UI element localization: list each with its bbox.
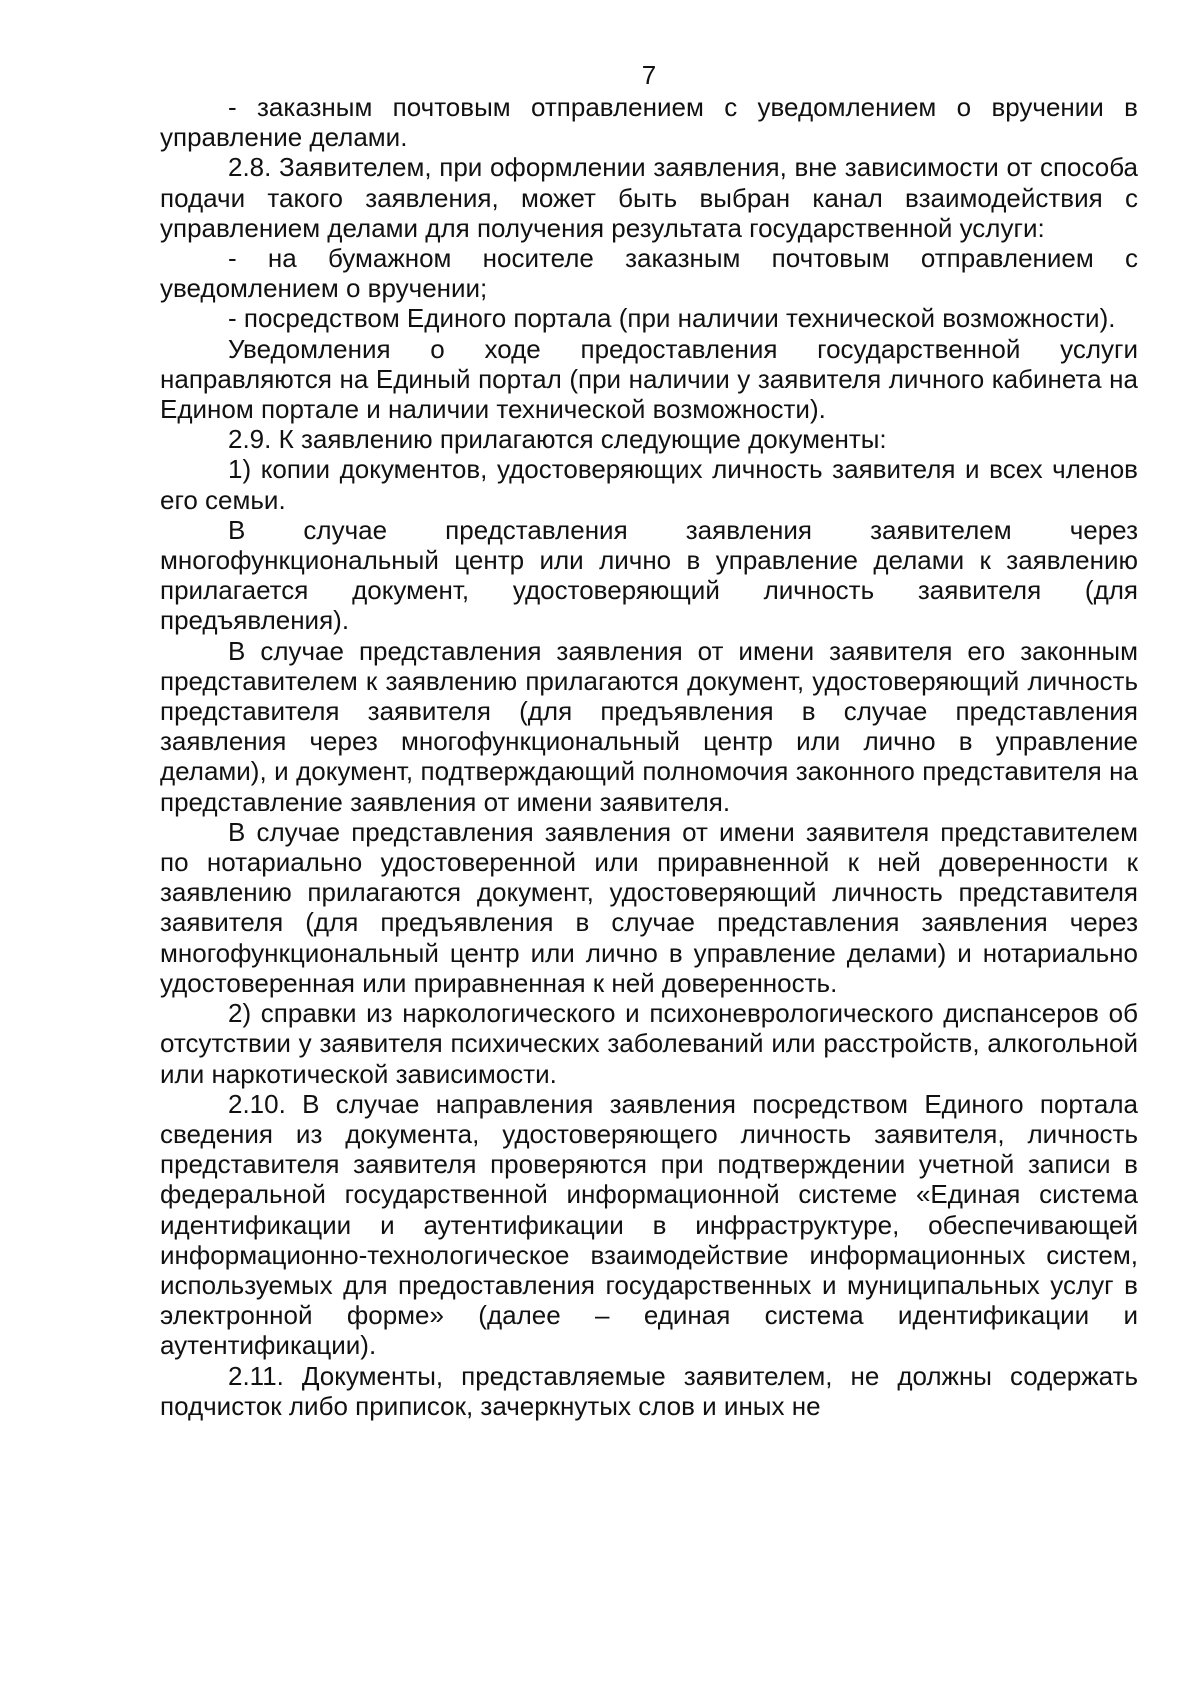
paragraph-notifications: Уведомления о ходе предоставления государственной услуги направляются на Единый портал (при наличии у заявителя личного кабинета на Едином портале и наличии технической возможности). bbox=[160, 333, 1138, 425]
page-number: 7 bbox=[641, 60, 657, 90]
paragraph-paper-carrier: - на бумажном носителе заказным почтовым отправлением с уведомлением о вручении; bbox=[160, 243, 1138, 304]
paragraph-2-8: 2.8. Заявителем, при оформлении заявления, вне зависимости от способа подачи такого заявления, может быть выбран канал взаимодействия с управлением делами для получения результата государственной услуги: bbox=[160, 152, 1138, 243]
paragraph-case-legal-representative: В случае представления заявления от имени заявителя его законным представителем к заявлению прилагаются документ, удостоверяющий личность представителя заявителя (для предъявления в случае представления заявления через многофункциональный центр или лично в управление делами), и документ, подтверждающий полномочия законного представителя на представление заявления от имени заявителя. bbox=[160, 635, 1138, 817]
paragraph-2-10: 2.10. В случае направления заявления посредством Единого портала сведения из документа, удостоверяющего личность заявителя, личность представителя заявителя проверяются при подтверждении учетной записи в федеральной государственной информационной системе «Единая система идентификации и аутентификации в инфраструктуре, обеспечивающей информационно-технологическое взаимодействие информационных систем, используемых для предоставления государственных и муниципальных услуг в электронной форме» (далее – единая система идентификации и аутентификации). bbox=[160, 1088, 1138, 1361]
paragraph-unified-portal: - посредством Единого портала (при наличии технической возможности). bbox=[228, 303, 1116, 334]
paragraph-registered-mail: - заказным почтовым отправлением с уведомлением о вручении в управление делами. bbox=[160, 92, 1138, 153]
paragraph-case-applicant: В случае представления заявления заявителем через многофункциональный центр или лично в управление делами к заявлению прилагается документ, удостоверяющий личность заявителя (для предъявления). bbox=[160, 514, 1138, 636]
paragraph-item-2-certificates: 2) справки из наркологического и психоневрологического диспансеров об отсутствии у заявителя психических заболеваний или расстройств, алкогольной или наркотической зависимости. bbox=[160, 998, 1138, 1089]
document-page bbox=[160, 60, 1138, 1421]
paragraph-2-11: 2.11. Документы, представляемые заявителем, не должны содержать подчисток либо приписок, зачеркнутых слов и иных не bbox=[160, 1360, 1138, 1421]
paragraph-2-9: 2.9. К заявлению прилагаются следующие документы: bbox=[228, 424, 887, 455]
paragraph-item-1-copies: 1) копии документов, удостоверяющих личность заявителя и всех членов его семьи. bbox=[160, 454, 1138, 515]
paragraph-case-power-of-attorney: В случае представления заявления от имени заявителя представителем по нотариально удостоверенной или приравненной к ней доверенности к заявлению прилагаются документ, удостоверяющий личность представителя заявителя (для предъявления в случае представления заявления через многофункциональный центр или лично в управление делами) и нотариально удостоверенная или приравненная к ней доверенность. bbox=[160, 816, 1138, 998]
